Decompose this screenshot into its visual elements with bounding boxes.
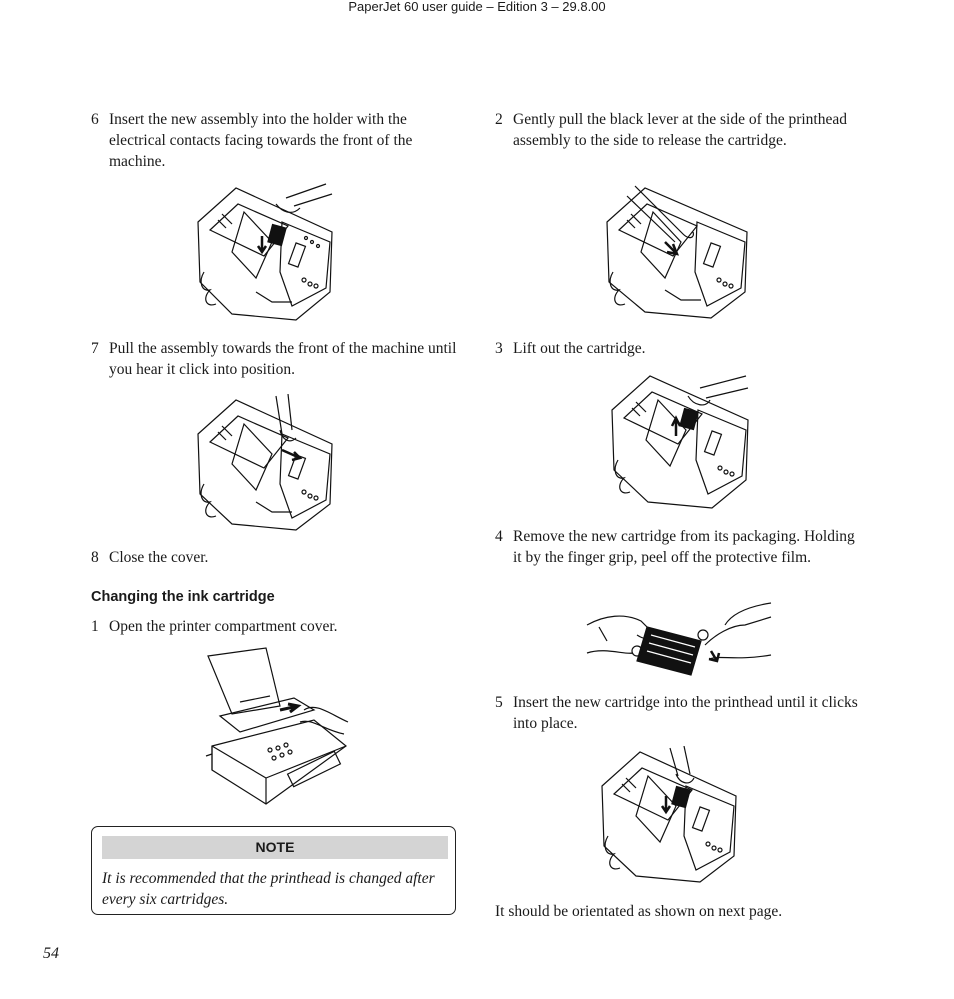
step-number: 5 [495,694,503,711]
step-6 [91,109,461,172]
page-number: 54 [43,945,59,962]
illustration-peel-film [585,595,775,677]
step-text: Insert the new cartridge into the printhead until it clicks into place. [513,694,858,732]
step-4 [495,526,860,568]
illustration-release-lever [605,182,749,320]
note-body: It is recommended that the printhead is changed after every six cartridges. [102,870,435,908]
step-text: Insert the new assembly into the holder with the electrical contacts facing towards the front of the machine. [109,111,413,170]
step-7 [91,338,461,380]
illustration-lift-cartridge [610,370,750,510]
step-number: 6 [91,111,99,128]
illustration-insert-cartridge [600,746,738,884]
step-number: 1 [91,618,99,635]
section-heading: Changing the ink cartridge [91,589,275,605]
note-title: NOTE [102,836,448,859]
step-number: 3 [495,340,503,357]
note-box [91,826,456,915]
step-2 [495,109,860,151]
illustration-pull-assembly [196,394,334,532]
step-text: Pull the assembly towards the front of the machine until you hear it click into position. [109,340,457,378]
running-header: PaperJet 60 user guide – Edition 3 – 29.8.00 [348,0,606,14]
step-number: 2 [495,111,503,128]
step-number: 7 [91,340,99,357]
step-1 [91,616,461,637]
step-text: Remove the new cartridge from its packaging. Holding it by the finger grip, peel off the protective film. [513,528,855,566]
step-5 [495,692,860,734]
step-text: Lift out the cartridge. [513,340,646,357]
step-text: Close the cover. [109,549,209,566]
step-number: 4 [495,528,503,545]
illustration-insert-assembly [196,182,334,322]
step-number: 8 [91,549,99,566]
illustration-open-cover [204,646,350,810]
step-text: Open the printer compartment cover. [109,618,338,635]
step-8 [91,547,461,568]
closing-text: It should be orientated as shown on next page. [495,903,783,920]
step-3 [495,338,860,359]
step-text: Gently pull the black lever at the side of the printhead assembly to the side to release the cartridge. [513,111,847,149]
